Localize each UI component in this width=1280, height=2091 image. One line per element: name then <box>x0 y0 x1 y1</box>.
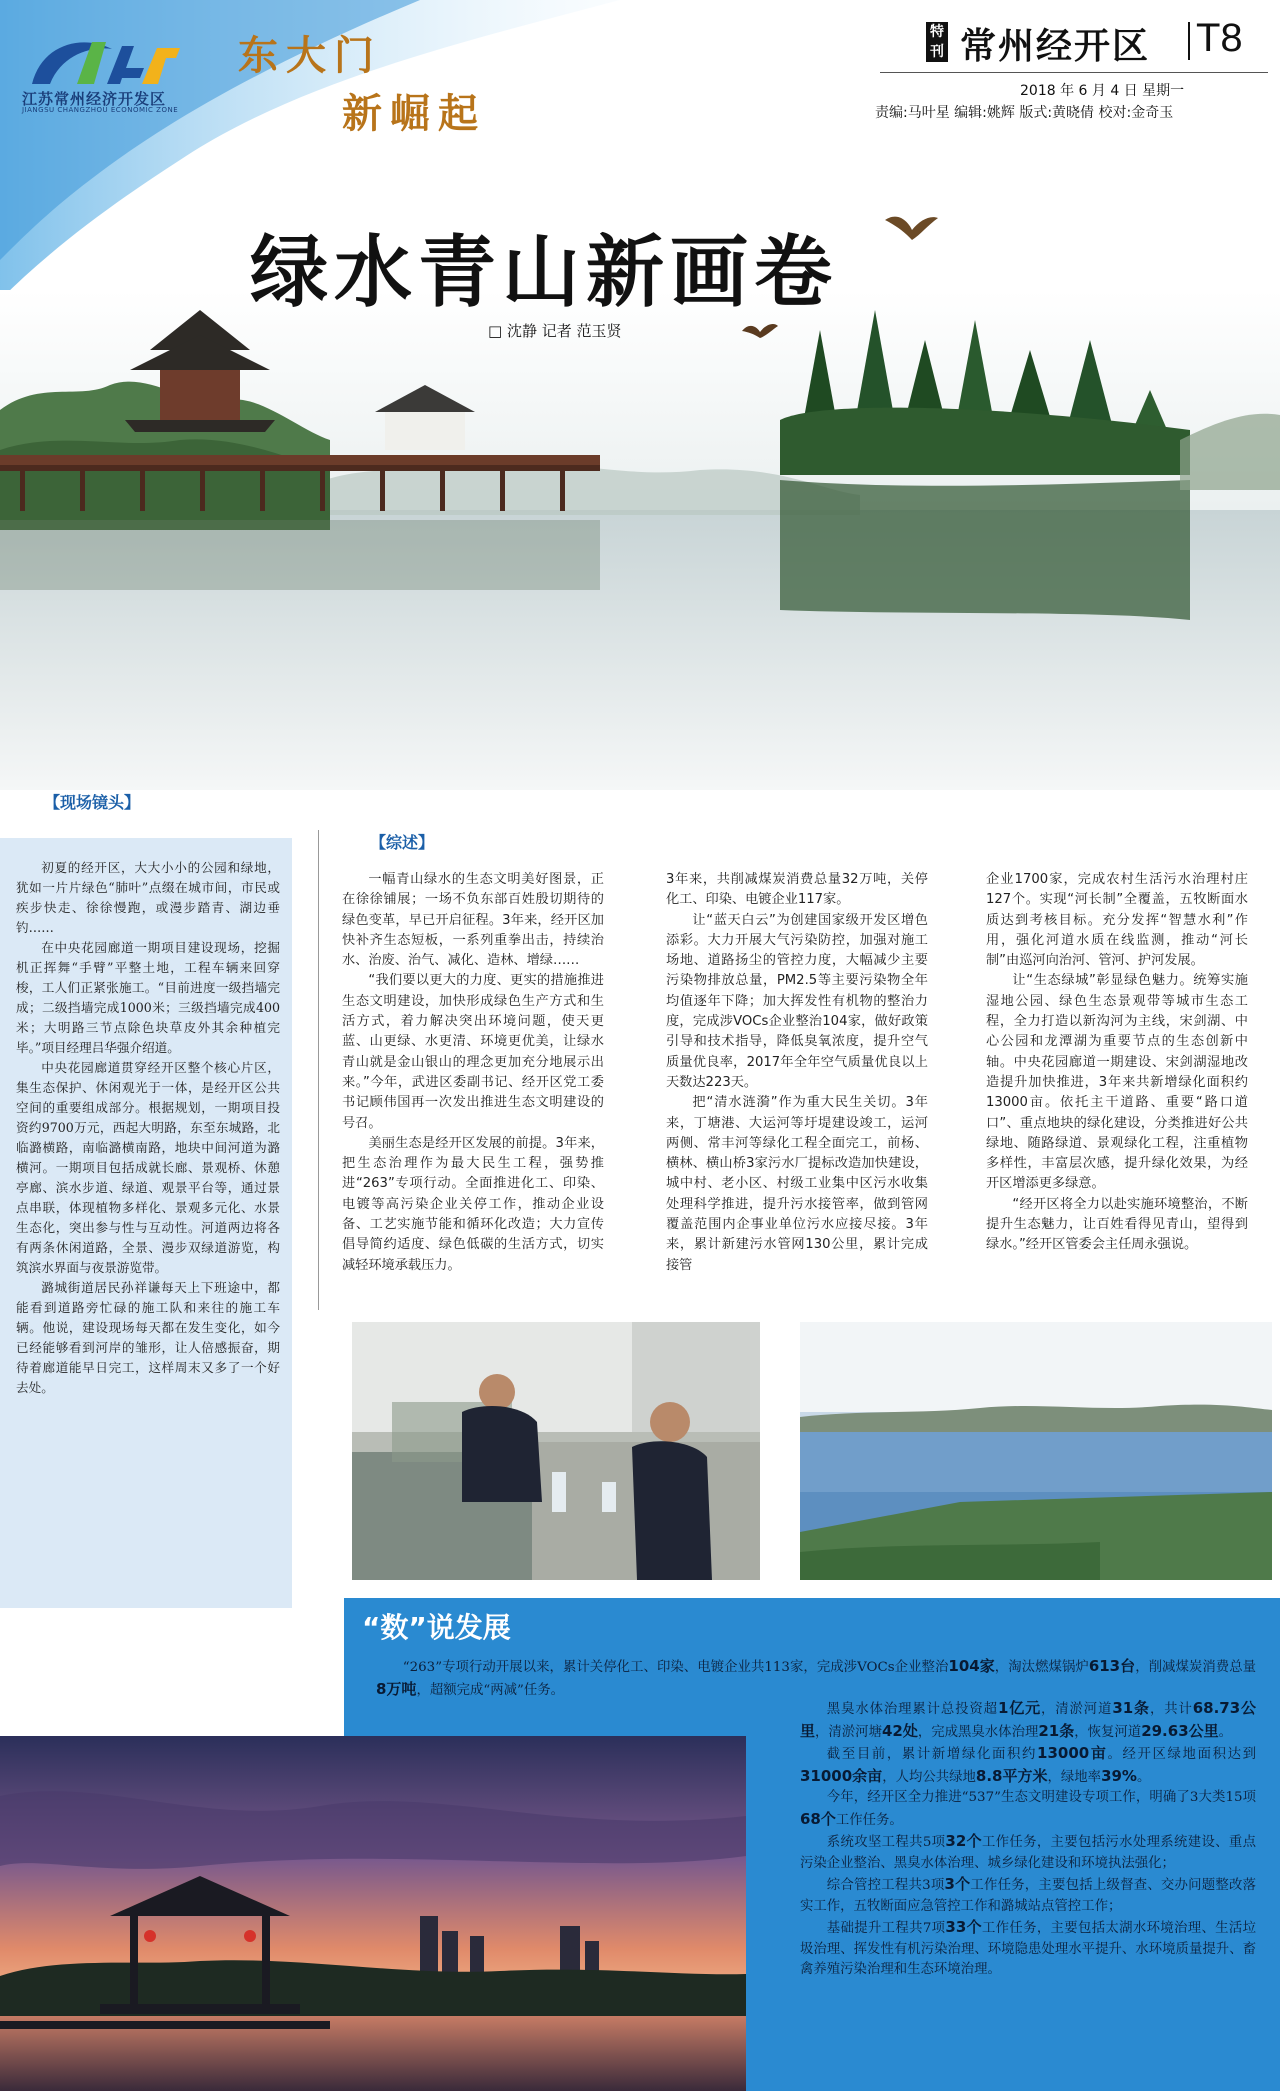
stat-text: ，超额完成“两减”任务。 <box>416 1682 565 1698</box>
stat-figure: 3个 <box>944 1875 971 1893</box>
stat-figure: 104家 <box>948 1657 995 1675</box>
logo-english-name: JIANGSU CHANGZHOU ECONOMIC ZONE <box>22 106 179 114</box>
stat-text: 工作任务，主要包括污水处理系统建设、重点污染企业整治、黑臭水体治理、城乡绿化建设和环境执法强化； <box>800 1835 1257 1871</box>
stat-text: 截至目前，累计新增绿化面积约 <box>826 1747 1038 1762</box>
stat-text: ，淘汰燃煤锅炉 <box>994 1660 1089 1675</box>
stat-figure: 68.73公里 <box>800 1699 1257 1740</box>
body-paragraph: 企业1700家，完成农村生活污水治理村庄127个。实现“河长制”全覆盖，五牧断面水质达到考核目标。充分发挥“智慧水利”作用，强化河道水质在线监测，推动“河长制”由巡河向治河、管河、护河发展。 <box>986 872 1248 969</box>
stat-figure: 29.63公里 <box>1141 1721 1219 1740</box>
stat-text: 。 <box>1136 1769 1151 1785</box>
stat-figure: 32个 <box>945 1832 982 1850</box>
stat-text: ，完成黑臭水体治理 <box>917 1724 1039 1740</box>
stat-text: ，清淤河道 <box>1041 1702 1113 1717</box>
stat-figure: 21条 <box>1038 1721 1075 1740</box>
stat-figure: 613台 <box>1088 1657 1136 1675</box>
logo-chinese-name: 江苏常州经济开发区 <box>22 90 167 108</box>
water-sampling-photo <box>352 1322 760 1580</box>
section-label-scene: 【现场镜头】 <box>44 793 141 812</box>
issue-date: 2018 年 6 月 4 日 星期一 <box>1020 83 1185 99</box>
scene-sidebar <box>0 838 292 1608</box>
flying-bird-icon <box>740 316 780 346</box>
stat-paragraph-tasks <box>800 1788 1256 1831</box>
stat-text: 综合管控工程共3项 <box>826 1878 945 1893</box>
header-rule <box>880 72 1268 73</box>
stat-paragraph-foundation <box>800 1917 1256 1981</box>
stat-figure: 33个 <box>945 1918 982 1936</box>
stat-figure: 31000余亩 <box>800 1766 883 1785</box>
flying-bird-icon <box>880 200 940 260</box>
stat-text: 黑臭水体治理累计总投资超 <box>826 1702 998 1717</box>
stat-text: ，绿地率 <box>1047 1769 1102 1785</box>
page-number: T8 <box>1196 16 1243 60</box>
stat-paragraph-green <box>800 1743 1256 1788</box>
body-column-1 <box>342 870 604 1276</box>
sidebar-article <box>16 858 280 1398</box>
body-paragraph: “我们要以更大的力度、更实的措施推进生态文明建设，加快形成绿色生产方式和生活方式，着力解决突出环境问题，使天更蓝、山更绿、水更清、环境更优美，让绿水青山就是金山银山的理念更加充分地展示出来。”今年，武进区委副书记、经开区党工委书记顾伟国再一次发出推进生态文明建设的号召。 <box>342 973 604 1131</box>
slogan-line-1: 东大门 <box>238 32 382 79</box>
editor-credits: 责编:马叶星 编辑:姚辉 版式:黄晓倩 校对:金奇玉 <box>875 105 1174 121</box>
header-separator <box>1188 22 1190 60</box>
stat-figure: 42处 <box>881 1721 918 1740</box>
sidebar-paragraph: 在中央花园廊道一期项目建设现场，挖掘机正挥舞“手臂”平整土地，工程车辆来回穿梭，工人们正紧张施工。“目前进度一级挡墙完成；二级挡墙完成1000米；三级挡墙完成400米；大明路三节点除色块草皮外其余种植完毕。”项目经理吕华强介绍道。 <box>16 940 280 1055</box>
body-paragraph: 3年来，共削减煤炭消费总量32万吨，关停化工、印染、电镀企业117家。 <box>666 872 928 908</box>
wetland-lake-photo <box>800 1322 1272 1580</box>
stat-figure: 39% <box>1101 1766 1137 1785</box>
body-paragraph: 美丽生态是经开区发展的前提。3年来，把生态治理作为最大民生工程，强势推进“263”专项行动。全面推进化工、印染、电镀等高污染企业关停工作，推动企业设备、工艺实施节能和循环化改造；大力宣传倡导简约适度、绿色低碳的生活方式，切实减轻环境承载压力。 <box>342 1135 604 1273</box>
stat-text: 。经开区绿地面积达到 <box>1107 1747 1257 1762</box>
article-byline: □ 沈静 记者 范玉贤 <box>488 322 622 340</box>
stat-text: 工作任务。 <box>835 1812 903 1828</box>
body-paragraph: 把“清水涟漪”作为重大民生关切。3年来，丁塘港、大运河等圩堤建设竣工，运河两侧、常丰河等绿化工程全面完工，前杨、横林、横山桥3家污水厂提标改造加快建设，城中村、老小区、村级工业集中区污水收集处理科学推进，提升污水接管率，做到管网覆盖范围内企事业单位污水应接尽接。3年来，累计新建污水管网130公里，累计完成接管 <box>666 1095 928 1273</box>
stat-paragraph-control <box>800 1874 1256 1917</box>
body-column-3 <box>986 870 1248 1256</box>
stat-text: 今年，经开区全力推进“537”生态文明建设专项工作，明确了3大类15项 <box>826 1790 1256 1805</box>
stat-text: ，恢复河道 <box>1074 1724 1142 1740</box>
body-column-2 <box>666 870 928 1276</box>
section-name: 常州经开区 <box>960 26 1151 67</box>
stat-figure: 1亿元 <box>997 1699 1041 1717</box>
lake-pavilion-photo <box>0 290 1280 790</box>
stat-text: 工作任务，主要包括太湖水环境治理、生活垃圾治理、挥发性有机污染治理、环境隐患处理水平提升、水环境质量提升、畜禽养殖污染治理和生态环境治理。 <box>800 1921 1257 1977</box>
stat-figure: 13000亩 <box>1037 1744 1108 1762</box>
special-issue-tag: 特刊 <box>926 22 948 62</box>
slogan-line-2: 新崛起 <box>342 90 486 137</box>
sidebar-paragraph: 潞城街道居民孙祥谦每天上下班途中，都能看到道路旁忙碌的施工队和来往的施工车辆。他说，建设现场每天都在发生变化，如今已经能够看到河岸的雏形，让人倍感振奋，期待着廊道能早日完工，这样周末又多了一个好去处。 <box>16 1280 280 1395</box>
stat-text: 系统攻坚工程共5项 <box>826 1835 946 1850</box>
stat-figure: 68个 <box>800 1809 836 1828</box>
article-title: 绿水青山新画卷 <box>250 228 839 318</box>
stat-text: ，共计 <box>1149 1702 1193 1717</box>
statistics-title: “数”说发展 <box>362 1611 511 1644</box>
column-divider <box>318 830 319 1310</box>
stat-text: ，人均公共绿地 <box>882 1769 976 1785</box>
sunset-pavilion-photo <box>0 1736 746 2091</box>
body-paragraph: 让“蓝天白云”为创建国家级开发区增色添彩。大力开展大气污染防控，加强对施工场地、道路扬尘的管控力度，大幅减少主要污染物排放总量，PM2.5等主要污染物全年均值逐年下降；加大挥发性有机物的整治力度，完成涉VOCs企业整治104家，做好政策引导和技术指导，降低臭氧浓度，提升空气质量优良率，2017年全年空气质量优良以上天数达223天。 <box>666 912 928 1090</box>
stat-figure: 31条 <box>1112 1699 1150 1717</box>
stat-figure: 8.8平方米 <box>975 1766 1048 1785</box>
stat-text: 。 <box>1218 1724 1233 1740</box>
body-paragraph: “经开区将全力以赴实施环境整治，不断提升生态魅力，让百姓看得见青山，望得到绿水。”经开区管委会主任周永强说。 <box>986 1196 1248 1253</box>
statistics-intro <box>376 1656 1256 1701</box>
body-paragraph: 让“生态绿城”彰显绿色魅力。统筹实施湿地公园、绿色生态景观带等城市生态工程，全力打造以新沟河为主线，宋剑湖、中心公园和龙潭湖为重要节点的生态创新中轴。中央花园廊道一期建设、宋剑湖湿地改造提升加快推进，3年来共新增绿化面积约13000亩。依托主干道路、重要“路口道口”、重点地块的绿化建设，分类推进好公共绿地、随路绿道、景观绿化工程，注重植物多样性，丰富层次感，提升绿化效果，为经开区增添更多绿意。 <box>986 973 1248 1192</box>
page-header <box>0 0 1280 137</box>
stat-figure: 8万吨 <box>376 1679 417 1698</box>
sidebar-paragraph: 中央花园廊道贯穿经开区整个核心片区，集生态保护、休闲观光于一体，是经开区公共空间的重要组成部分。根据规划，一期项目投资约9700万元，西起大明路，东至东城路，北临潞横路，南临潞横南路，地块中间河道为潞横河。一期项目包括成就长廊、景观桥、休憩亭廊、滨水步道、绿道、观景平台等，通过景点串联，体现植物多样化、景观多元化、水景生态化，突出参与性与互动性。河道两边将各有两条休闲道路，全景、漫步双绿道游览，构筑滨水界面与夜景游览带。 <box>16 1060 280 1275</box>
stat-text: ，削减煤炭消费总量 <box>1135 1660 1257 1675</box>
stat-paragraph-system <box>800 1831 1256 1874</box>
section-label-summary: 【综述】 <box>370 833 435 852</box>
stat-paragraph-water <box>800 1698 1256 1743</box>
sidebar-paragraph: 初夏的经开区，大大小小的公园和绿地，犹如一片片绿色“肺叶”点缀在城市间，市民或疾步快走、徐徐慢跑，或漫步踏青、湖边垂钓…… <box>16 860 280 935</box>
body-paragraph: 一幅青山绿水的生态文明美好图景，正在徐徐铺展；一场不负东部百姓殷切期待的绿色变革，早已开启征程。3年来，经开区加快补齐生态短板，一系列重拳出击，持续治水、治废、治气、减化、造林、增绿…… <box>342 872 604 969</box>
stat-text: 基础提升工程共7项 <box>826 1921 946 1936</box>
stat-text: ，清淤河塘 <box>815 1724 882 1740</box>
stat-text: “263”专项行动开展以来，累计关停化工、印染、电镀企业共113家，完成涉VOCs企业整治 <box>402 1660 949 1675</box>
statistics-details <box>800 1698 1256 1981</box>
stat-text: 工作任务，主要包括上级督查、交办问题整改落实工作，五牧断面应急管控工作和潞城站点管控工作； <box>800 1878 1257 1914</box>
